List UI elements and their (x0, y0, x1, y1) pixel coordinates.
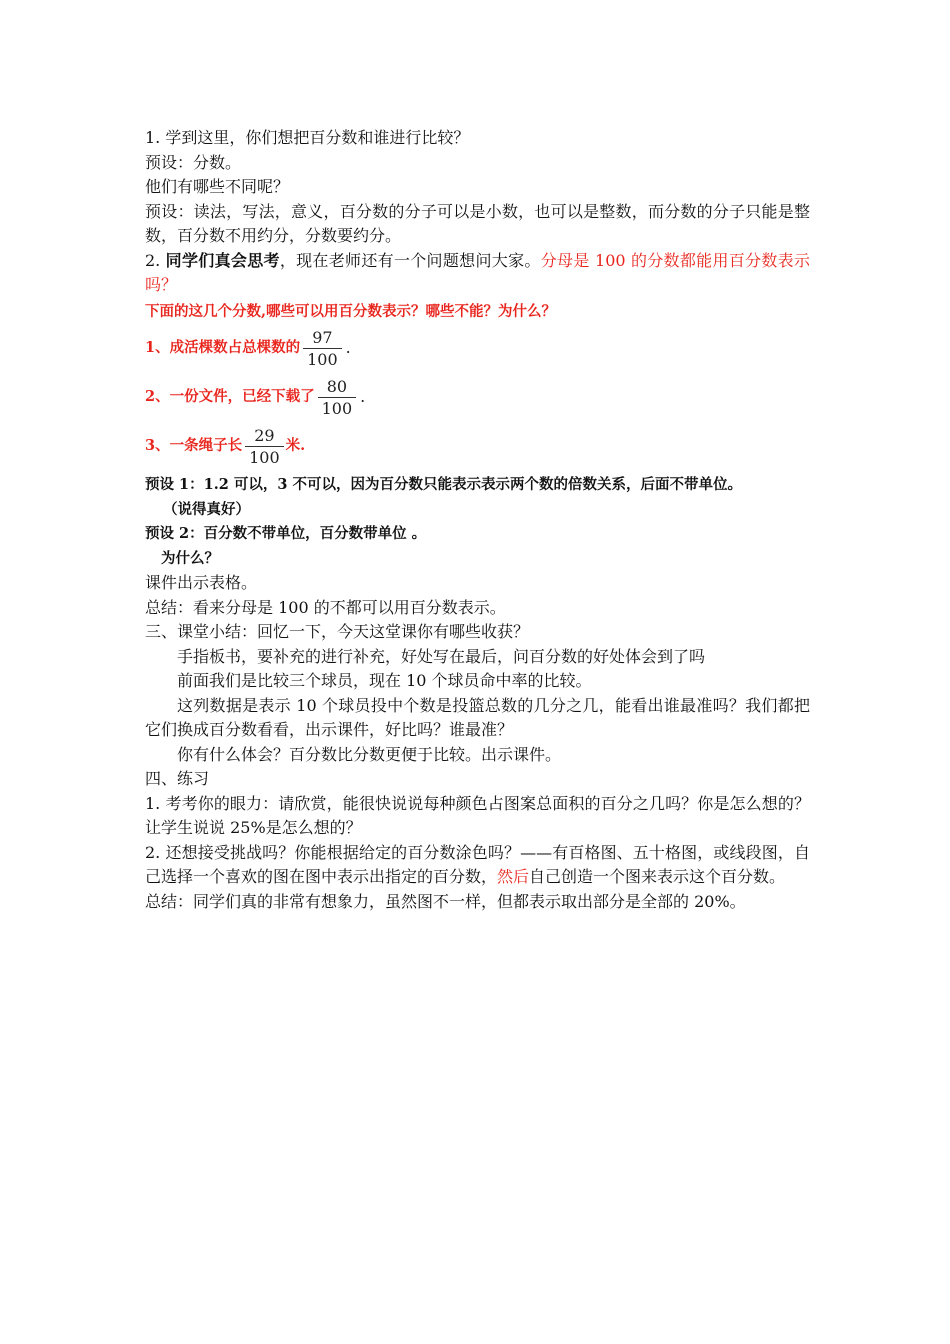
line-5-plain: ，现在老师还有一个问题想问大家。 (279, 250, 541, 270)
line-4: 预设：读法，写法，意义，百分数的分子可以是小数，也可以是整数，而分数的分子只能是整数，百分数不用约分，分数要约分。 (145, 201, 810, 245)
preset-1-praise: （说得真好） (163, 500, 250, 518)
fraction-2-numerator: 80 (326, 377, 348, 396)
question-1-end: . (345, 338, 351, 358)
line-7: 课件出示表格。 (145, 573, 258, 592)
question-3-text: 3、一条绳子长 (145, 437, 243, 455)
question-2-end: . (360, 387, 366, 407)
line-5 (145, 249, 810, 298)
line-10: 手指板书，要补充的进行补充，好处写在最后，问百分数的好处体会到了吗 (177, 646, 706, 666)
fraction-1-denominator: 100 (303, 348, 342, 370)
line-5-bold: 同学们真会思考 (165, 250, 280, 270)
line-12: 这列数据是表示 10 个球员投中个数是投篮总数的几分之几，能看出谁最准吗？我们都把它们换成百分数看看，出示课件，好比吗？谁最准？ (145, 695, 810, 739)
question-2-text: 2、一份文件，已经下载了 (145, 388, 315, 406)
question-3 (145, 422, 810, 471)
line-14: 四、练习 (145, 769, 210, 788)
fraction-2-denominator: 100 (318, 397, 357, 419)
line-13: 你有什么体会？百分数比分数更便于比较。出示课件。 (177, 744, 562, 764)
preset-why: 为什么？ (161, 549, 219, 567)
preset-1: 预设 1：1.2 可以，3 不可以，因为百分数只能表示表示两个数的倍数关系，后面不带单位。 (145, 476, 743, 493)
line-9: 三、课堂小结：回忆一下，今天这堂课你有哪些收获？ (145, 622, 530, 641)
question-3-end: 米. (285, 437, 306, 455)
line-15: 1. 考考你的眼力：请欣赏，能很快说说每种颜色占图案总面积的百分之几吗？你是怎么想的？ 让学生说说 25%是怎么想的？ (145, 793, 810, 837)
line-16-red: 然后 (497, 867, 530, 886)
line-16 (145, 841, 810, 890)
question-2 (145, 373, 810, 422)
fraction-3-denominator: 100 (245, 446, 284, 468)
fraction-3-numerator: 29 (254, 426, 275, 445)
line-16-b: 自己创造一个图来表示这个百分数。 (529, 867, 786, 886)
line-2: 预设：分数。 (145, 152, 242, 172)
question-1 (145, 324, 810, 373)
line-5-red: 分母是 100 的分数都能用百分数表示吗？ (145, 250, 810, 294)
document-page (145, 126, 810, 914)
fraction-2 (318, 376, 357, 419)
question-1-text: 1、成活棵数占总棵数的 (145, 339, 301, 357)
fraction-3 (245, 425, 284, 468)
line-16-a: 2. 还想接受挑战吗？你能根据给定的百分数涂色吗？——有百格图、五十格图，或线段图，自己选择一个喜欢的图在图中表示出指定的百分数， (145, 842, 810, 886)
line-8: 总结：看来分母是 100 的不都可以用百分数表示。 (145, 597, 506, 617)
fraction-1 (303, 327, 342, 370)
line-5-number: 2. (145, 250, 166, 270)
line-17: 总结：同学们真的非常有想象力，虽然图不一样，但都表示取出部分是全部的 20%。 (145, 891, 746, 911)
line-3: 他们有哪些不同呢？ (145, 177, 290, 196)
line-1: 1. 学到这里，你们想把百分数和谁进行比较？ (145, 128, 470, 147)
line-11: 前面我们是比较三个球员，现在 10 个球员命中率的比较。 (177, 671, 592, 690)
preset-2: 预设 2：百分数不带单位，百分数带单位 。 (145, 525, 427, 542)
question-heading: 下面的这几个分数,哪些可以用百分数表示？哪些不能？为什么？ (145, 302, 557, 320)
fraction-1-numerator: 97 (312, 328, 333, 347)
